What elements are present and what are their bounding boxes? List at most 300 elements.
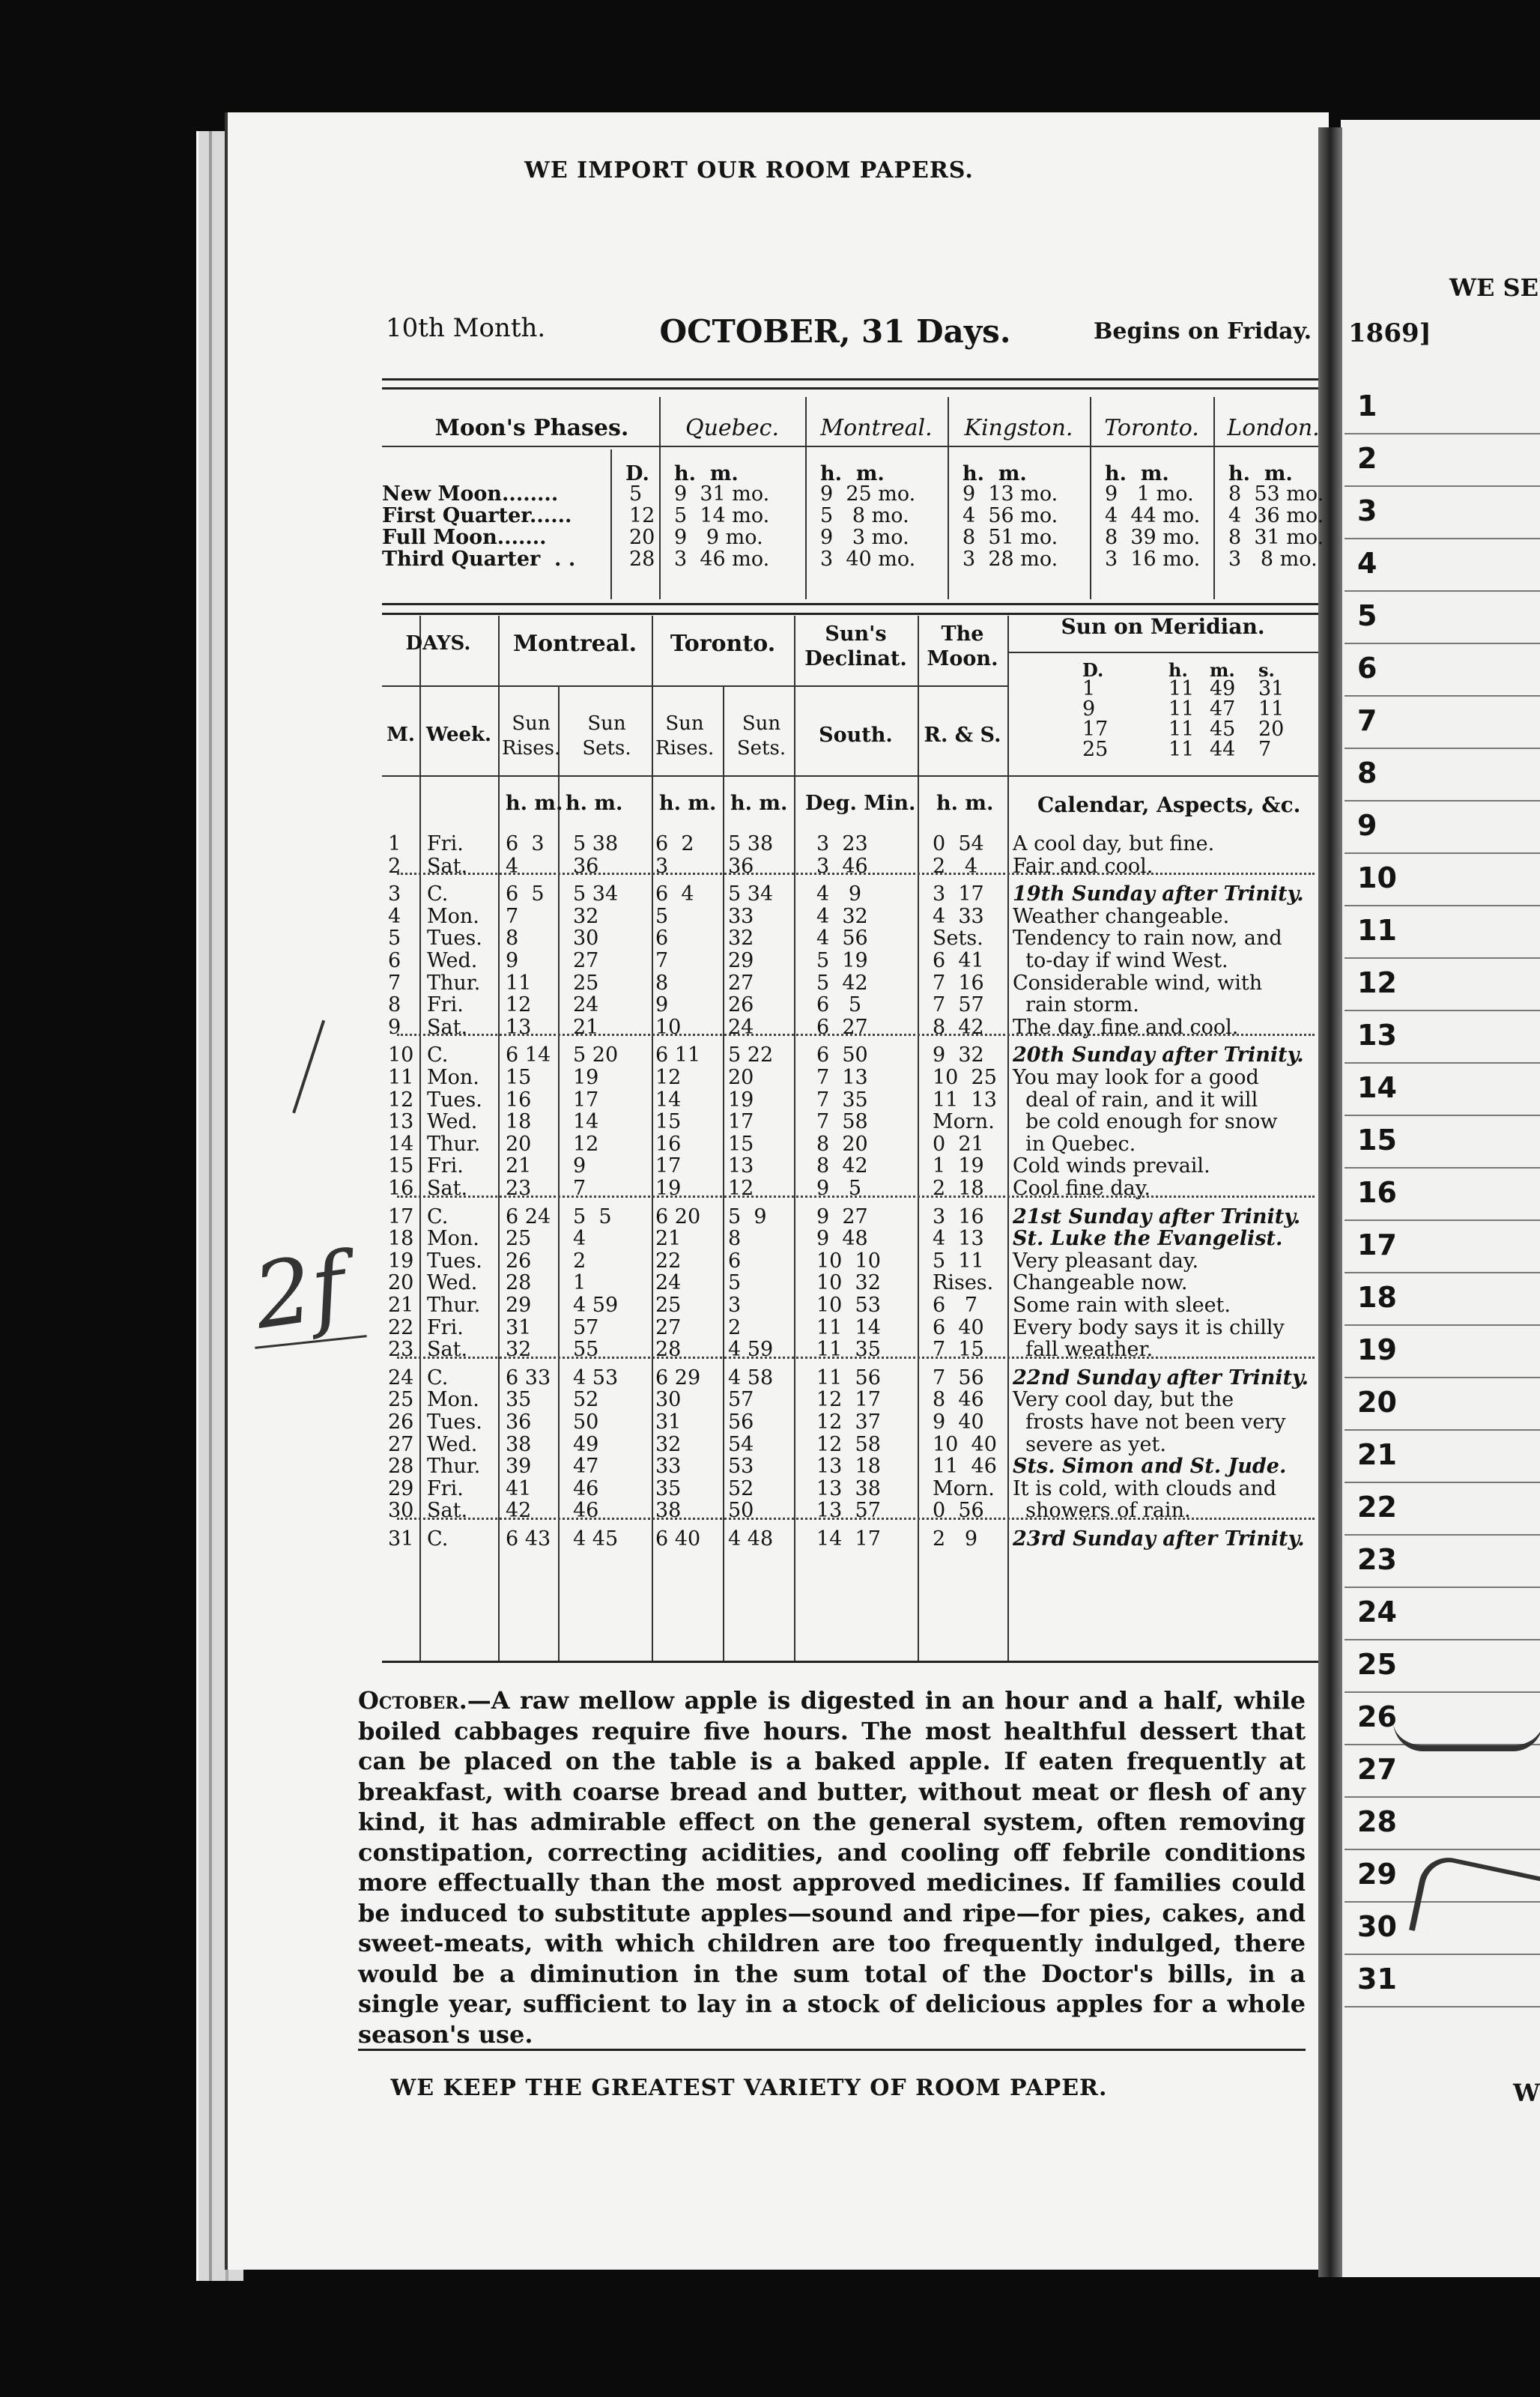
moon-phase-time: 3 16 mo. — [1105, 548, 1201, 571]
moon-col-divider — [1090, 397, 1091, 599]
toronto-rise: 6 29 — [655, 1366, 701, 1390]
day-weekday: Fri. — [427, 993, 464, 1017]
montreal-rise: 16 — [506, 1088, 532, 1112]
toronto-rise: 17 — [655, 1154, 682, 1178]
moon-city-header: London. — [1227, 415, 1320, 441]
header-sun-meridian: Sun on Meridian. — [1061, 614, 1265, 639]
toronto-set: 12 — [728, 1177, 754, 1200]
right-page-day-number: 20 — [1357, 1386, 1397, 1419]
table-col-divider — [794, 616, 795, 1661]
units-hm: h. m. — [506, 792, 563, 815]
right-page-rule — [1345, 1954, 1540, 1955]
meridian-col-label: D. — [1082, 659, 1104, 681]
sun-declination: 11 56 — [816, 1366, 881, 1390]
moon-phase-time: 9 25 mo. — [820, 482, 916, 506]
day-weekday: Fri. — [427, 1154, 464, 1178]
units-deg-min: Deg. Min. — [805, 792, 916, 815]
calendar-note: Fair and cool. — [1013, 854, 1154, 878]
moon-rise-set: 10 25 — [933, 1066, 997, 1089]
calendar-note: Cold winds prevail. — [1013, 1154, 1210, 1178]
toronto-rise: 6 4 — [655, 882, 694, 906]
calendar-note: Some rain with sleet. — [1013, 1294, 1231, 1317]
day-weekday: Tues. — [427, 1249, 482, 1273]
rule-head-2 — [382, 775, 1318, 777]
moon-phase-time: 8 51 mo. — [962, 526, 1058, 549]
right-page-rule — [1345, 485, 1540, 487]
calendar-note: Cool fine day. — [1013, 1177, 1151, 1200]
montreal-rise: 23 — [506, 1177, 532, 1200]
montreal-set: 12 — [573, 1132, 599, 1156]
meridian-value: 11 — [1258, 697, 1285, 721]
moon-col-divider — [1213, 397, 1215, 599]
calendar-note: be cold enough for snow — [1013, 1110, 1278, 1134]
montreal-set: 17 — [573, 1088, 599, 1112]
header-calendar: Calendar, Aspects, &c. — [1037, 793, 1301, 817]
right-page-day-number: 1 — [1357, 390, 1377, 422]
day-number: 4 — [388, 904, 401, 928]
meridian-value: 11 — [1168, 738, 1195, 761]
moon-phase-day: 20 — [629, 526, 655, 549]
moon-phase-time: 4 44 mo. — [1105, 504, 1201, 527]
right-page-day-number: 14 — [1357, 1071, 1397, 1104]
montreal-rise: 35 — [506, 1388, 532, 1412]
sun-declination: 12 58 — [816, 1432, 881, 1456]
toronto-rise: 10 — [655, 1015, 682, 1039]
day-weekday: Thur. — [427, 971, 481, 995]
handwritten-note: 2f — [247, 1234, 352, 1350]
montreal-rise: 6 24 — [506, 1204, 551, 1228]
header-montreal: Montreal. — [512, 631, 637, 657]
montreal-rise: 18 — [506, 1110, 532, 1134]
day-number: 12 — [388, 1088, 414, 1112]
calendar-note: Weather changeable. — [1013, 904, 1230, 928]
top-notice: WE IMPORT OUR ROOM PAPERS. — [524, 157, 974, 184]
day-weekday: Thur. — [427, 1294, 481, 1317]
moon-rise-set: 7 57 — [933, 993, 984, 1017]
begins-label: Begins on Friday. — [1094, 318, 1312, 345]
day-weekday: Sat. — [427, 854, 468, 878]
right-page-day-number: 10 — [1357, 861, 1397, 894]
sun-declination: 4 32 — [816, 904, 868, 928]
moon-hm-label: h. m. — [962, 462, 1027, 485]
book-gutter — [1318, 127, 1342, 2277]
sun-declination: 7 13 — [816, 1066, 868, 1089]
montreal-set: 52 — [573, 1388, 599, 1412]
montreal-rise: 32 — [506, 1338, 532, 1362]
right-page-day-number: 30 — [1357, 1910, 1397, 1943]
sun-declination: 6 50 — [816, 1043, 868, 1067]
toronto-rise: 21 — [655, 1227, 682, 1251]
day-weekday: Mon. — [427, 1227, 479, 1251]
right-page-heading: WE SE — [1449, 273, 1539, 302]
header-week: Week. — [425, 724, 492, 746]
montreal-rise: 8 — [506, 927, 519, 951]
right-page-rule — [1345, 1377, 1540, 1378]
right-page-rule — [1345, 1115, 1540, 1116]
right-page-day-number: 15 — [1357, 1124, 1397, 1157]
header-sun-sets: Sun Sets. — [736, 712, 786, 760]
sun-declination: 3 23 — [816, 832, 868, 855]
montreal-rise: 6 33 — [506, 1366, 551, 1390]
montreal-rise: 13 — [506, 1015, 532, 1039]
toronto-rise: 38 — [655, 1499, 682, 1523]
montreal-set: 27 — [573, 949, 599, 972]
sun-declination: 11 35 — [816, 1338, 881, 1362]
calendar-note: 22nd Sunday after Trinity. — [1013, 1366, 1309, 1390]
moon-phase-day: 12 — [629, 504, 655, 527]
toronto-set: 6 — [728, 1249, 742, 1273]
montreal-set: 4 — [573, 1227, 586, 1251]
bottom-rule — [358, 2049, 1306, 2051]
moon-city-header: Quebec. — [685, 415, 779, 441]
header-moon: The Moon. — [927, 622, 998, 670]
year-label: 1869] — [1348, 318, 1431, 348]
day-number: 3 — [388, 882, 401, 906]
montreal-rise: 20 — [506, 1132, 532, 1156]
toronto-set: 57 — [728, 1388, 754, 1412]
toronto-set: 5 — [728, 1271, 742, 1295]
calendar-note: severe as yet. — [1013, 1432, 1166, 1456]
montreal-rise: 38 — [506, 1432, 532, 1456]
moon-phase-day: 5 — [629, 482, 643, 506]
toronto-set: 50 — [728, 1499, 754, 1523]
calendar-note: Changeable now. — [1013, 1271, 1188, 1295]
right-page-day-number: 31 — [1357, 1963, 1397, 1996]
moon-rise-set: 6 40 — [933, 1315, 984, 1339]
right-page-rule — [1345, 1482, 1540, 1483]
toronto-rise: 14 — [655, 1088, 682, 1112]
moon-rise-set: 11 46 — [933, 1455, 997, 1479]
montreal-rise: 9 — [506, 949, 519, 972]
right-page-rule — [1345, 1796, 1540, 1798]
units-hm: h. m. — [566, 792, 623, 815]
day-weekday: Thur. — [427, 1455, 481, 1479]
toronto-rise: 31 — [655, 1410, 682, 1434]
moon-rise-set: 10 40 — [933, 1432, 997, 1456]
right-page-rule — [1345, 800, 1540, 801]
montreal-set: 5 5 — [573, 1204, 612, 1228]
day-weekday: C. — [427, 1366, 449, 1390]
right-page-day-number: 3 — [1357, 494, 1377, 527]
day-number: 27 — [388, 1432, 414, 1456]
moon-d-divider — [610, 449, 612, 599]
meridian-col-label: s. — [1258, 659, 1275, 681]
montreal-rise: 29 — [506, 1294, 532, 1317]
sun-declination: 4 56 — [816, 927, 868, 951]
moon-phase-time: 3 46 mo. — [674, 548, 770, 571]
header-days: DAYS. — [405, 632, 471, 655]
table-subcol-divider — [558, 685, 560, 1661]
montreal-rise: 6 5 — [506, 882, 545, 906]
right-page-footer: W — [1513, 2079, 1540, 2107]
moon-rise-set: 4 13 — [933, 1227, 984, 1251]
day-weekday: Sat. — [427, 1499, 468, 1523]
moon-phase-time: 3 28 mo. — [962, 548, 1058, 571]
right-page-rule — [1345, 957, 1540, 959]
calendar-note: showers of rain. — [1013, 1499, 1191, 1523]
day-weekday: Tues. — [427, 1088, 482, 1112]
toronto-set: 24 — [728, 1015, 754, 1039]
toronto-rise: 25 — [655, 1294, 682, 1317]
day-number: 15 — [388, 1154, 414, 1178]
right-page-rule — [1345, 1429, 1540, 1431]
toronto-set: 4 59 — [728, 1338, 774, 1362]
toronto-set: 15 — [728, 1132, 754, 1156]
calendar-note: fall weather. — [1013, 1338, 1154, 1362]
moon-col-divider — [805, 397, 807, 599]
right-page-rule — [1345, 433, 1540, 434]
meridian-col-label: m. — [1210, 659, 1235, 681]
toronto-set: 5 38 — [728, 832, 774, 855]
toronto-rise: 6 20 — [655, 1204, 701, 1228]
day-number: 19 — [388, 1249, 414, 1273]
handwritten-signature-1 — [1393, 1663, 1540, 1751]
day-number: 31 — [388, 1527, 414, 1551]
day-weekday: Tues. — [427, 927, 482, 951]
moon-phases-header: Moon's Phases. — [434, 415, 629, 441]
moon-rise-set: Morn. — [933, 1110, 995, 1134]
montreal-set: 4 45 — [573, 1527, 619, 1551]
moon-phase-name: Third Quarter . . — [382, 548, 576, 571]
moon-phase-time: 8 31 mo. — [1228, 526, 1324, 549]
right-page-rule — [1345, 1849, 1540, 1850]
montreal-set: 19 — [573, 1066, 599, 1089]
day-number: 5 — [388, 927, 401, 951]
toronto-rise: 16 — [655, 1132, 682, 1156]
day-number: 24 — [388, 1366, 414, 1390]
day-weekday: Mon. — [427, 904, 479, 928]
moon-hm-label: h. m. — [674, 462, 739, 485]
montreal-rise: 4 — [506, 854, 519, 878]
toronto-set: 4 48 — [728, 1527, 774, 1551]
right-page-day-number: 7 — [1357, 704, 1377, 737]
day-weekday: Wed. — [427, 1432, 478, 1456]
sun-declination: 9 27 — [816, 1204, 868, 1228]
montreal-set: 46 — [573, 1476, 599, 1500]
moon-city-header: Kingston. — [964, 415, 1073, 441]
day-number: 6 — [388, 949, 401, 972]
moon-rise-set: 6 41 — [933, 949, 984, 972]
right-page-rule — [1345, 1167, 1540, 1169]
day-number: 25 — [388, 1388, 414, 1412]
moon-phase-time: 9 3 mo. — [820, 526, 909, 549]
toronto-rise: 35 — [655, 1476, 682, 1500]
day-weekday: Fri. — [427, 1476, 464, 1500]
moon-rise-set: 9 32 — [933, 1043, 984, 1067]
toronto-rise: 19 — [655, 1177, 682, 1200]
meridian-value: 17 — [1082, 718, 1109, 741]
montreal-set: 50 — [573, 1410, 599, 1434]
right-page-day-number: 26 — [1357, 1700, 1397, 1733]
toronto-set: 4 58 — [728, 1366, 774, 1390]
montreal-rise: 39 — [506, 1455, 532, 1479]
units-hm: h. m. — [730, 792, 788, 815]
table-col-divider — [918, 616, 919, 1661]
sun-declination: 6 27 — [816, 1015, 868, 1039]
moon-city-header: Toronto. — [1104, 415, 1199, 441]
paragraph-lead: October. — [358, 1686, 467, 1715]
meridian-value: 25 — [1082, 738, 1109, 761]
moon-rise-set: 4 33 — [933, 904, 984, 928]
calendar-note: The day fine and cool. — [1013, 1015, 1239, 1039]
moon-rise-set: 2 4 — [933, 854, 978, 878]
meridian-value: 49 — [1210, 677, 1236, 700]
montreal-set: 47 — [573, 1455, 599, 1479]
toronto-set: 54 — [728, 1432, 754, 1456]
meridian-value: 11 — [1168, 697, 1195, 721]
moon-rise-set: 9 40 — [933, 1410, 984, 1434]
calendar-note: St. Luke the Evangelist. — [1013, 1227, 1283, 1251]
calendar-note: 21st Sunday after Trinity. — [1013, 1204, 1301, 1228]
header-sun-sets: Sun Sets. — [582, 712, 631, 760]
toronto-rise: 22 — [655, 1249, 682, 1273]
sun-declination: 13 38 — [816, 1476, 881, 1500]
right-page-rule — [1345, 1272, 1540, 1273]
montreal-rise: 31 — [506, 1315, 532, 1339]
sun-declination: 7 35 — [816, 1088, 868, 1112]
calendar-note: 20th Sunday after Trinity. — [1013, 1043, 1304, 1067]
calendar-note: frosts have not been very — [1013, 1410, 1286, 1434]
toronto-set: 36 — [728, 854, 754, 878]
sun-declination: 11 14 — [816, 1315, 881, 1339]
moon-rise-set: 7 16 — [933, 971, 984, 995]
toronto-set: 53 — [728, 1455, 754, 1479]
right-page-day-number: 22 — [1357, 1491, 1397, 1524]
right-page-rule — [1345, 1324, 1540, 1326]
day-weekday: Mon. — [427, 1066, 479, 1089]
right-page-day-number: 17 — [1357, 1228, 1397, 1261]
sun-declination: 13 57 — [816, 1499, 881, 1523]
montreal-set: 1 — [573, 1271, 586, 1295]
sun-declination: 10 53 — [816, 1294, 881, 1317]
day-weekday: Tues. — [427, 1410, 482, 1434]
toronto-rise: 32 — [655, 1432, 682, 1456]
day-weekday: C. — [427, 1043, 449, 1067]
right-page-day-number: 6 — [1357, 652, 1377, 685]
moon-phase-time: 9 9 mo. — [674, 526, 763, 549]
moon-phase-time: 4 56 mo. — [962, 504, 1058, 527]
montreal-set: 49 — [573, 1432, 599, 1456]
montreal-set: 24 — [573, 993, 599, 1017]
moon-col-divider — [659, 397, 661, 599]
moon-phase-time: 9 1 mo. — [1105, 482, 1194, 506]
toronto-set: 19 — [728, 1088, 754, 1112]
moon-rise-set: 3 17 — [933, 882, 984, 906]
day-number: 10 — [388, 1043, 414, 1067]
montreal-set: 9 — [573, 1154, 586, 1178]
toronto-set: 52 — [728, 1476, 754, 1500]
moon-phase-time: 8 39 mo. — [1105, 526, 1201, 549]
page-title: OCTOBER, 31 Days. — [659, 313, 1011, 350]
montreal-rise: 6 43 — [506, 1527, 551, 1551]
bottom-notice: WE KEEP THE GREATEST VARIETY OF ROOM PAPER. — [390, 2075, 1108, 2101]
calendar-note: 23rd Sunday after Trinity. — [1013, 1527, 1305, 1551]
right-page-rule — [1345, 538, 1540, 539]
calendar-note: Tendency to rain now, and — [1013, 927, 1282, 951]
moon-phase-time: 3 40 mo. — [820, 548, 916, 571]
week-dotted-rule — [397, 1518, 1315, 1520]
toronto-rise: 3 — [655, 854, 669, 878]
montreal-set: 2 — [573, 1249, 586, 1273]
moon-rise-set: 5 11 — [933, 1249, 984, 1273]
toronto-set: 5 34 — [728, 882, 774, 906]
moon-phase-time: 4 36 mo. — [1228, 504, 1324, 527]
paragraph-text: —A raw mellow apple is digested in an hour and a half, while boiled cabbages require five hours. The most healthful dessert that can be placed on the table is a baked apple. If eaten frequently at breakfast, with coarse bread and butter, without meat or flesh of any kind, it has admirable effect on the general system, often removing constipation, correcting acidities, and cooling off febrile conditions more effectually than the most approved medicines. If families could be induced to substitute apples—sound and ripe—for pies, cakes, and sweet-meats, with which children are too frequently indulged, there would be a diminution in the sum total of the Doctor's bills, in a single year, sufficient to lay in a stock of delicious apples for a whole season's use. — [358, 1686, 1306, 2049]
right-page-day-number: 13 — [1357, 1019, 1397, 1052]
toronto-set: 2 — [728, 1315, 742, 1339]
day-weekday: C. — [427, 882, 449, 906]
calendar-note: Very cool day, but the — [1013, 1388, 1234, 1412]
header-sun-rises: Sun Rises. — [502, 712, 561, 760]
montreal-set: 46 — [573, 1499, 599, 1523]
calendar-note: rain storm. — [1013, 993, 1139, 1017]
toronto-set: 27 — [728, 971, 754, 995]
day-weekday: Wed. — [427, 949, 478, 972]
montreal-rise: 21 — [506, 1154, 532, 1178]
sun-declination: 9 48 — [816, 1227, 868, 1251]
montreal-set: 5 20 — [573, 1043, 619, 1067]
sun-declination: 5 42 — [816, 971, 868, 995]
week-dotted-rule — [397, 1357, 1315, 1359]
right-page-rule — [1345, 748, 1540, 749]
montreal-rise: 41 — [506, 1476, 532, 1500]
toronto-set: 8 — [728, 1227, 742, 1251]
day-number: 14 — [388, 1132, 414, 1156]
week-dotted-rule — [397, 1034, 1315, 1036]
right-page-rule — [1345, 643, 1540, 644]
sun-declination: 3 46 — [816, 854, 868, 878]
toronto-set: 13 — [728, 1154, 754, 1178]
montreal-set: 5 34 — [573, 882, 619, 906]
toronto-rise: 15 — [655, 1110, 682, 1134]
sun-declination: 14 17 — [816, 1527, 881, 1551]
moon-rise-set: 8 42 — [933, 1015, 984, 1039]
montreal-rise: 26 — [506, 1249, 532, 1273]
montreal-rise: 28 — [506, 1271, 532, 1295]
day-number: 22 — [388, 1315, 414, 1339]
montreal-set: 36 — [573, 854, 599, 878]
toronto-set: 5 9 — [728, 1204, 767, 1228]
montreal-rise: 12 — [506, 993, 532, 1017]
sun-declination: 10 10 — [816, 1249, 881, 1273]
moon-hm-label: h. m. — [1105, 462, 1169, 485]
sun-declination: 12 17 — [816, 1388, 881, 1412]
moon-rise-set: 7 15 — [933, 1338, 984, 1362]
table-col-divider — [498, 616, 500, 1661]
toronto-rise: 24 — [655, 1271, 682, 1295]
moon-phase-day: 28 — [629, 548, 655, 571]
header-m: M. — [386, 724, 415, 746]
moon-rise-set: Sets. — [933, 927, 983, 951]
sun-declination: 13 18 — [816, 1455, 881, 1479]
meridian-value: 44 — [1210, 738, 1236, 761]
day-weekday: Sat. — [427, 1338, 468, 1362]
sun-declination: 8 42 — [816, 1154, 868, 1178]
right-page-rule — [1345, 1639, 1540, 1640]
day-weekday: C. — [427, 1204, 449, 1228]
day-number: 2 — [388, 854, 401, 878]
right-page-day-number: 11 — [1357, 914, 1397, 947]
montreal-set: 4 59 — [573, 1294, 619, 1317]
rule-head-1 — [382, 685, 1007, 687]
montreal-rise: 36 — [506, 1410, 532, 1434]
header-declination: Sun's Declinat. — [804, 622, 907, 670]
moon-phase-time: 5 14 mo. — [674, 504, 770, 527]
meridian-value: 7 — [1258, 738, 1272, 761]
right-page-rule — [1345, 852, 1540, 854]
day-weekday: C. — [427, 1527, 449, 1551]
right-page-day-number: 25 — [1357, 1648, 1397, 1681]
